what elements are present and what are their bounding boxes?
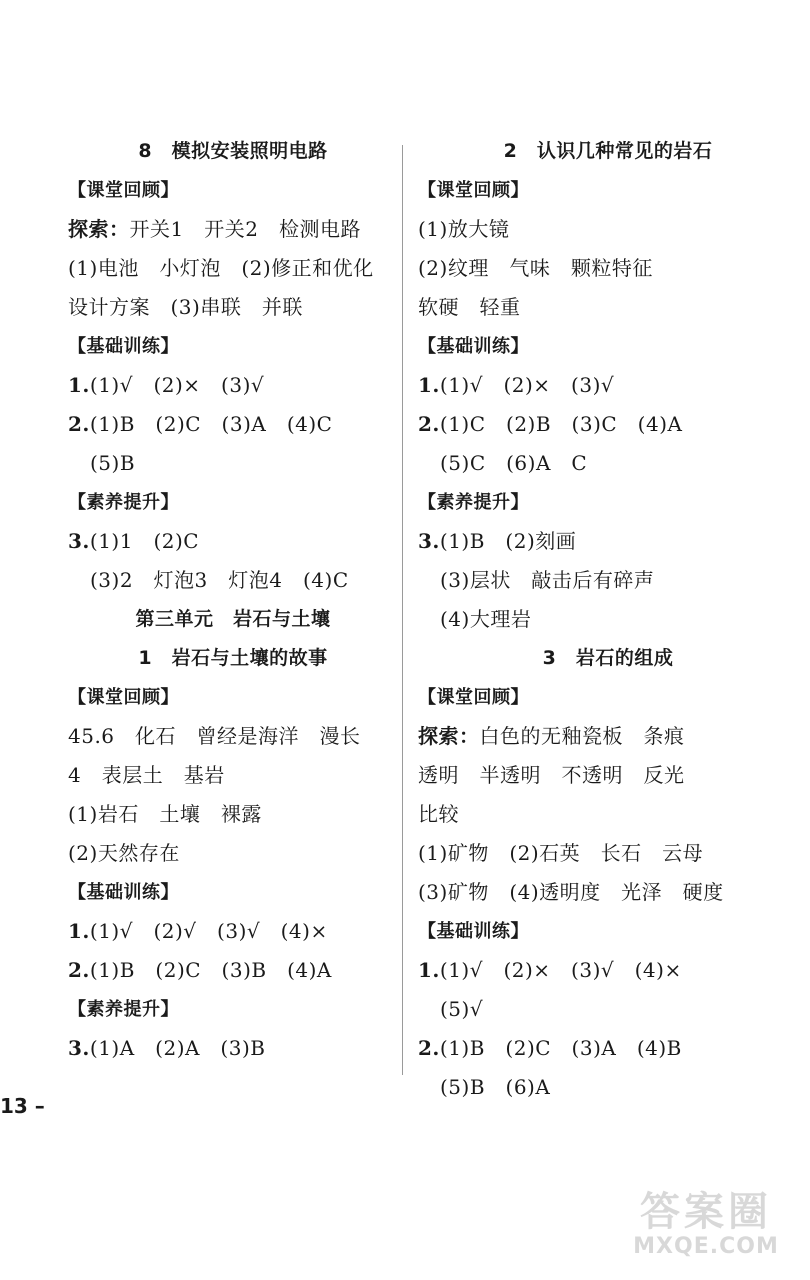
answer-line bbox=[68, 366, 398, 405]
answer-line bbox=[418, 717, 798, 756]
answer-line bbox=[418, 834, 798, 873]
answer-text: (2)纹理 气味 颗粒特征 bbox=[418, 256, 653, 280]
section-tag: 【素养提升】 bbox=[68, 492, 179, 513]
section-title: 8 模拟安装照明电路 bbox=[138, 140, 328, 162]
answer-text: 白色的无釉瓷板 条痕 bbox=[479, 724, 685, 748]
answer-text: (1)A (2)A (3)B bbox=[89, 1036, 266, 1060]
answer-line bbox=[68, 522, 398, 561]
section-title: 3 岩石的组成 bbox=[542, 647, 674, 669]
answer-lead: 探索： bbox=[68, 217, 130, 241]
answer-line bbox=[68, 1029, 398, 1068]
question-number: 2. bbox=[418, 1036, 440, 1060]
left-column bbox=[68, 132, 398, 1068]
section-tag: 【素养提升】 bbox=[418, 492, 529, 513]
answer-line bbox=[418, 210, 798, 249]
answer-text: (4)大理岩 bbox=[440, 607, 532, 631]
answer-line bbox=[418, 522, 798, 561]
answer-line bbox=[418, 600, 798, 639]
section-tag: 【素养提升】 bbox=[68, 999, 179, 1020]
answer-text: (1)放大镜 bbox=[418, 217, 510, 241]
watermark-logo bbox=[616, 1190, 796, 1266]
section-title: 第三单元 岩石与土壤 bbox=[135, 608, 331, 630]
column-divider bbox=[402, 145, 403, 1075]
answer-text: (1)岩石 土壤 裸露 bbox=[68, 802, 262, 826]
section-title: 1 岩石与土壤的故事 bbox=[138, 647, 328, 669]
section-tag: 【课堂回顾】 bbox=[68, 180, 179, 201]
section-tag: 【基础训练】 bbox=[418, 336, 529, 357]
answer-line bbox=[418, 444, 798, 483]
section-tag: 【课堂回顾】 bbox=[68, 687, 179, 708]
answer-line bbox=[418, 795, 798, 834]
answer-text: (3)层状 敲击后有碎声 bbox=[440, 568, 655, 592]
question-number: 1. bbox=[418, 373, 440, 397]
answer-line bbox=[418, 561, 798, 600]
answer-line bbox=[68, 834, 398, 873]
question-number: 3. bbox=[68, 1036, 90, 1060]
answer-text: (5)B (6)A bbox=[440, 1075, 551, 1099]
answer-text: 软硬 轻重 bbox=[418, 295, 521, 319]
answer-text: 比较 bbox=[418, 802, 459, 826]
answer-text: (2)天然存在 bbox=[68, 841, 180, 865]
watermark-top-text: 答案圈 bbox=[640, 1189, 772, 1235]
answer-text: (1)电池 小灯泡 (2)修正和优化 bbox=[68, 256, 374, 280]
answer-text: 开关1 开关2 检测电路 bbox=[129, 217, 361, 241]
answer-text: (1)√ (2)√ (3)√ (4)× bbox=[89, 919, 328, 943]
answer-line bbox=[418, 288, 798, 327]
answer-text: 设计方案 (3)串联 并联 bbox=[68, 295, 303, 319]
answer-text: (1)C (2)B (3)C (4)A bbox=[439, 412, 683, 436]
answer-line bbox=[418, 366, 798, 405]
question-number: 1. bbox=[68, 373, 90, 397]
answer-line bbox=[68, 444, 398, 483]
answer-lead: 探索： bbox=[418, 724, 480, 748]
answer-line bbox=[68, 756, 398, 795]
answer-line bbox=[68, 561, 398, 600]
question-number: 2. bbox=[418, 412, 440, 436]
answer-line bbox=[68, 912, 398, 951]
answer-text: (5)√ bbox=[440, 997, 484, 1021]
answer-text: (5)C (6)A C bbox=[440, 451, 588, 475]
answer-text: (1)B (2)C (3)A (4)C bbox=[89, 412, 333, 436]
answer-text: (1)√ (2)× (3)√ bbox=[89, 373, 265, 397]
section-tag: 【课堂回顾】 bbox=[418, 180, 529, 201]
answer-line bbox=[418, 405, 798, 444]
question-number: 2. bbox=[68, 412, 90, 436]
answer-line bbox=[68, 951, 398, 990]
answer-text: (3)2 灯泡3 灯泡4 (4)C bbox=[90, 568, 349, 592]
question-number: 3. bbox=[68, 529, 90, 553]
section-tag: 【基础训练】 bbox=[68, 336, 179, 357]
answer-line bbox=[68, 249, 398, 288]
answer-line bbox=[418, 249, 798, 288]
answer-text: (1)B (2)C (3)A (4)B bbox=[439, 1036, 682, 1060]
section-tag: 【基础训练】 bbox=[68, 882, 179, 903]
answer-text: (1)1 (2)C bbox=[89, 529, 200, 553]
section-title: 2 认识几种常见的岩石 bbox=[503, 140, 713, 162]
answer-line bbox=[68, 288, 398, 327]
answer-line bbox=[68, 795, 398, 834]
question-number: 3. bbox=[418, 529, 440, 553]
answer-line bbox=[418, 756, 798, 795]
answer-line bbox=[418, 873, 798, 912]
answer-line bbox=[68, 210, 398, 249]
answer-text: (1)矿物 (2)石英 长石 云母 bbox=[418, 841, 704, 865]
answer-line bbox=[418, 951, 798, 990]
section-tag: 【课堂回顾】 bbox=[418, 687, 529, 708]
answer-text: 45.6 化石 曾经是海洋 漫长 bbox=[68, 724, 361, 748]
watermark-bottom-text: MXQE.COM bbox=[633, 1234, 779, 1259]
section-tag: 【基础训练】 bbox=[418, 921, 529, 942]
answer-text: 4 表层土 基岩 bbox=[68, 763, 225, 787]
question-number: 1. bbox=[418, 958, 440, 982]
question-number: 1. bbox=[68, 919, 90, 943]
answer-line bbox=[418, 1068, 798, 1107]
answer-line bbox=[418, 1029, 798, 1068]
answer-text: (1)√ (2)× (3)√ bbox=[439, 373, 615, 397]
answer-text: (1)B (2)C (3)B (4)A bbox=[89, 958, 332, 982]
answer-line bbox=[68, 405, 398, 444]
answer-line bbox=[68, 717, 398, 756]
right-column bbox=[418, 132, 798, 1107]
answer-text: (1)B (2)刻画 bbox=[439, 529, 577, 553]
question-number: 2. bbox=[68, 958, 90, 982]
page-number: 13 – bbox=[0, 1094, 45, 1118]
answer-text: (3)矿物 (4)透明度 光泽 硬度 bbox=[418, 880, 724, 904]
answer-text: (5)B bbox=[90, 451, 136, 475]
answer-text: 透明 半透明 不透明 反光 bbox=[418, 763, 685, 787]
answer-text: (1)√ (2)× (3)√ (4)× bbox=[439, 958, 682, 982]
answer-line bbox=[418, 990, 798, 1029]
